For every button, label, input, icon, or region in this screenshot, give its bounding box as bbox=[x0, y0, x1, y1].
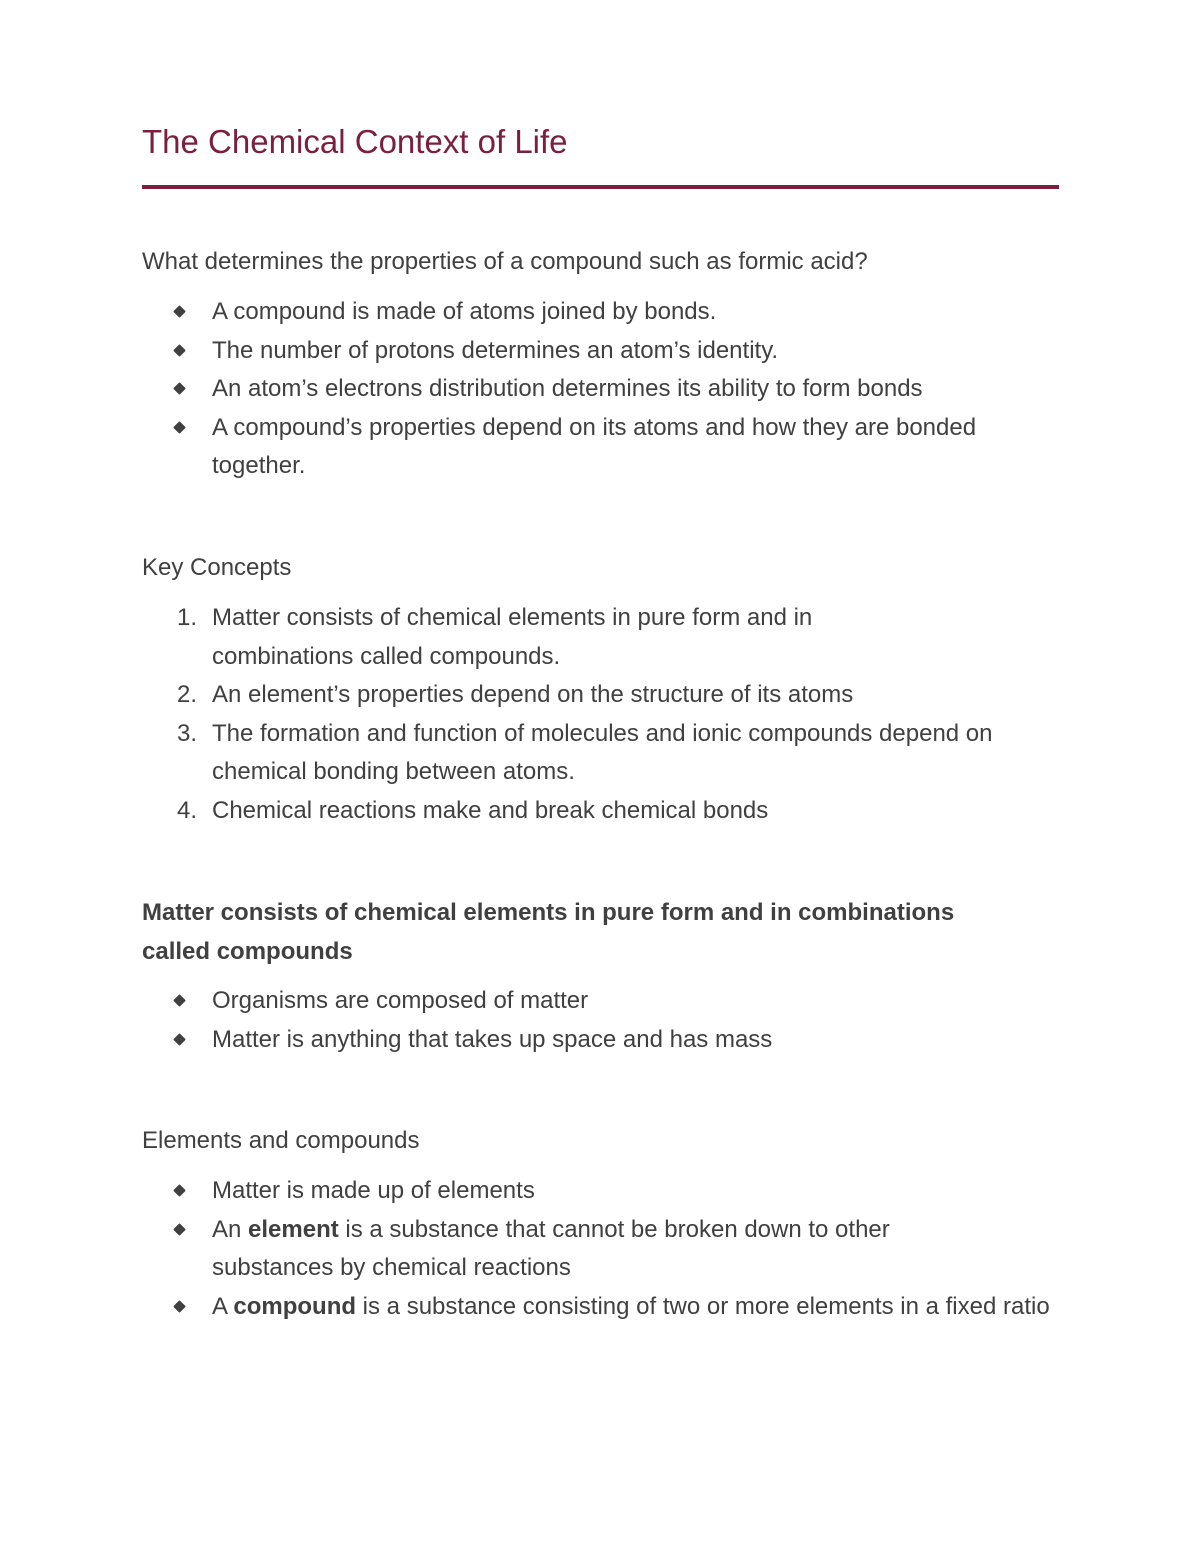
elements-bullet-list bbox=[142, 1172, 1060, 1326]
list-item: The number of protons determines an atom’s identity. bbox=[142, 332, 1060, 371]
term-compound: compound bbox=[233, 1292, 357, 1320]
list-item: A compound is a substance consisting of two or more elements in a fixed ratio bbox=[142, 1288, 1052, 1327]
bullet-icon bbox=[173, 344, 186, 357]
bullet-icon bbox=[173, 1300, 186, 1313]
bullet-icon bbox=[173, 305, 186, 318]
bullet-icon bbox=[173, 994, 186, 1007]
list-item: Organisms are composed of matter bbox=[142, 982, 1060, 1021]
matter-bullet-list bbox=[142, 982, 1060, 1059]
list-item: A compound is made of atoms joined by bonds. bbox=[142, 293, 1060, 332]
intro-question: What determines the properties of a compound such as formic acid? bbox=[142, 248, 868, 275]
list-item: Matter is made up of elements bbox=[142, 1172, 1060, 1211]
list-item: 1. Matter consists of chemical elements in pure form and in combinations called compounds. bbox=[177, 604, 813, 670]
term-element: element bbox=[248, 1215, 339, 1243]
list-item: 4. Chemical reactions make and break chemical bonds bbox=[177, 796, 769, 824]
title-divider bbox=[142, 185, 1059, 189]
bullet-icon bbox=[173, 1223, 186, 1236]
key-concepts-heading: Key Concepts bbox=[142, 554, 292, 581]
list-item: An element is a substance that cannot be broken down to other substances by chemical reactions bbox=[142, 1211, 1002, 1288]
list-item: 3. The formation and function of molecules and ionic compounds depend on chemical bonding between atoms. bbox=[177, 719, 993, 786]
list-item: An atom’s electrons distribution determines its ability to form bonds bbox=[142, 370, 1060, 409]
bullet-icon bbox=[173, 382, 186, 395]
key-concepts-list bbox=[142, 599, 1060, 831]
list-item: Matter is anything that takes up space and has mass bbox=[142, 1021, 1060, 1060]
section-heading-matter: Matter consists of chemical elements in pure form and in combinations called compounds bbox=[142, 899, 955, 965]
section-heading-elements: Elements and compounds bbox=[142, 1127, 420, 1154]
bullet-icon bbox=[173, 1033, 186, 1046]
bullet-icon bbox=[173, 421, 186, 434]
intro-bullet-list bbox=[142, 293, 1060, 486]
list-item: 2. An element’s properties depend on the structure of its atoms bbox=[177, 681, 854, 709]
list-item: A compound’s properties depend on its atoms and how they are bonded together. bbox=[142, 409, 992, 486]
page-title: The Chemical Context of Life bbox=[142, 123, 568, 160]
bullet-icon bbox=[173, 1184, 186, 1197]
